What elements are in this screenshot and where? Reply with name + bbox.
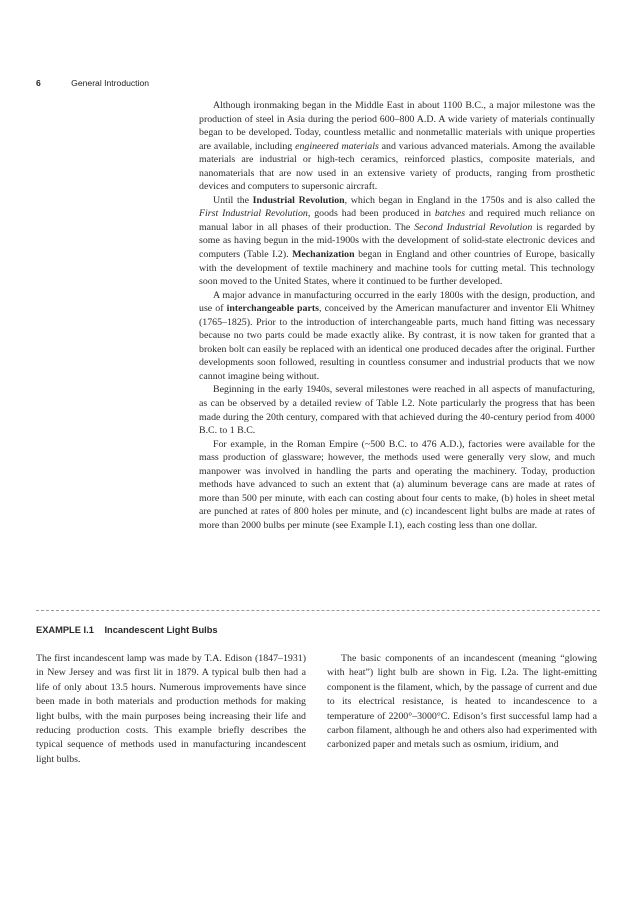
body-paragraph	[199, 99, 595, 194]
page-number: 6	[36, 78, 41, 88]
text-run: began in England and other countries of Europe, basically with the development of textile machinery and machine tools for cutting metal. This technology soon moved to the United States, where it continued to be further developed.	[199, 249, 595, 288]
body-text	[199, 99, 595, 533]
italic-term: Second Industrial Revolution	[414, 221, 533, 233]
bold-term: Industrial Revolution	[252, 194, 345, 206]
example-number: EXAMPLE I.1	[36, 625, 94, 635]
text-run: Beginning in the early 1940s, several milestones were reached in all aspects of manufacturing, as can be observed by a detailed review of Table I.2. Note particularly the progress that has been made during the 20th century, compared with that achieved during the 40-century period from 4000 B.C. to 1 B.C.	[199, 384, 595, 437]
text-run: Although ironmaking began in the Middle East in about 1100 B.C., a major milestone was the production of steel in Asia during the period 600–800 A.D. A wide variety of materials continually began to be developed. Today, countless metallic and nonmetallic materials with unique properties are available, including	[199, 100, 595, 152]
example-paragraph: The first incandescent lamp was made by T.A. Edison (1847–1931) in New Jersey and was first lit in 1879. A typical bulb then had a life of only about 13.5 hours. Numerous improvements have since been made in both materials and production methods for making light bulbs, with the main purposes being increasing their life and reducing production costs. This example briefly describes the typical sequence of methods used in manufacturing incandescent light bulbs.	[36, 653, 306, 765]
body-paragraph	[199, 194, 595, 289]
text-run: , goods had been produced in	[307, 208, 435, 220]
example-title: Incandescent Light Bulbs	[104, 625, 218, 635]
bold-term: interchangeable parts	[226, 303, 319, 315]
body-paragraph	[199, 383, 595, 437]
body-paragraph	[199, 438, 595, 533]
example-left-column	[36, 652, 306, 767]
body-paragraph	[199, 289, 595, 384]
text-run: , conceived by the American manufacturer and inventor Eli Whitney (1765–1825). Prior to the introduction of interchangeable parts, much hand fitting was necessary because no two parts could be made exactly alike. By contrast, it is now taken for granted that a broken bolt can easily be replaced with an identical one produced decades after the original. Further developments soon followed, resulting in countless consumer and industrial products that we now cannot imagine being without.	[199, 303, 595, 382]
section-title: General Introduction	[71, 78, 150, 88]
text-run: Until the	[213, 194, 253, 206]
italic-term: engineered materials	[295, 140, 379, 152]
italic-term: batches	[434, 208, 466, 220]
example-paragraph: The basic components of an incandescent (meaning “glowing with heat”) light bulb are shown in Fig. I.2a. The light-emitting component is the filament, which, by the passage of current and due to its electrical resistance, is heated to incandescence to a temperature of 2200°–3000°C. Edison’s first successful lamp had a carbon filament, although he and others also had experimented with carbonized paper and metals such as osmium, iridium, and	[327, 653, 597, 751]
example-right-column	[327, 652, 597, 753]
running-head	[36, 78, 149, 88]
text-run: is regarded by some as having begun in the mid-1900s with the development of solid-state electronic devices and computers (Table I.2).	[199, 221, 596, 261]
text-run: and required much reliance on manual labor in all phases of their production. The	[199, 208, 595, 233]
example-heading	[36, 625, 218, 635]
text-run: and various advanced materials. Among the available materials are industrial or high-tech ceramics, reinforced plastics, composite materials, and nanomaterials that are now used in an extensive variety of products, ranging from prosthetic devices and computers to supersonic aircraft.	[199, 140, 595, 193]
section-divider	[36, 610, 600, 611]
text-run: , which began in England in the 1750s and is also called the	[344, 194, 595, 206]
text-run: For example, in the Roman Empire (~500 B.C. to 476 A.D.), factories were available for the mass production of glassware; however, the methods used were generally very slow, and much manpower was involved in handling the parts and operating the machinery. Today, production methods have advanced to such an extent that (a) aluminum beverage cans are made at rates of more than 500 per minute, with each can costing about four cents to make, (b) holes in sheet metal are punched at rates of 800 holes per minute, and (c) incandescent light bulbs are made at rates of more than 2000 bulbs per minute (see Example I.1), each costing less than one dollar.	[199, 438, 595, 531]
bold-term: Mechanization	[292, 249, 355, 261]
italic-term: First Industrial Revolution	[199, 208, 308, 220]
text-run: A major advance in manufacturing occurred in the early 1800s with the design, production, and use of	[199, 289, 595, 315]
